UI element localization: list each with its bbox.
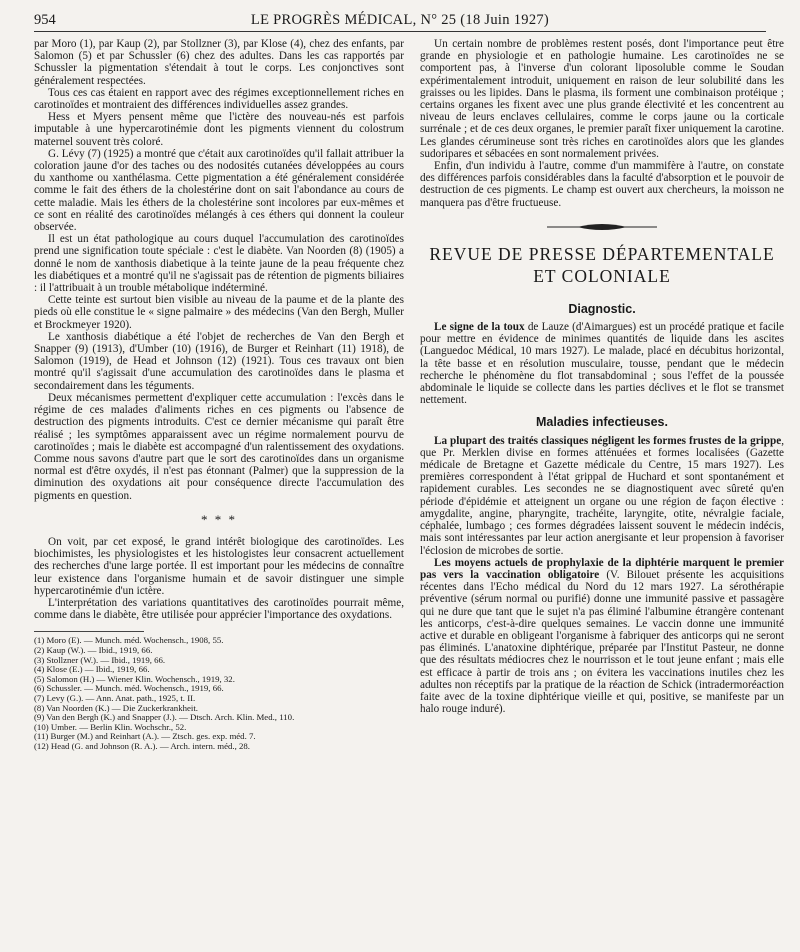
paragraph-body: , que Pr. Merklen divise en formes atténuées et formes localisées (Gazette médicale de Bretagne et Gazette médicale du Centre, 15 mars 1927). Les premières correspondent à l'état grippal de Huchard et sont spontanément et rapidement curables. Les secondes ne se diagnostiquent avec sûreté qu'en période d'épidémie et atteignent un organe ou une région de façon élective : amygdalite, angine, pharyngite, trachéite, laryngite, otite, névralgie faciale, céphalée, lumbago ; ces formes dégradées laissent souvent le médecin indécis, mais sont intéressantes par leur action anergisante et leur propension à favoriser l'éclosion de microbes de sortie. — [420, 434, 784, 557]
section-title-line: REVUE DE PRESSE DÉPARTEMENTALE — [429, 243, 775, 264]
footnote: (7) Levy (G.). — Ann. Anat. path., 1925, t. II. — [34, 693, 196, 703]
paragraph: Le xanthosis diabétique a été l'objet de recherches de Van den Bergh et Snapper (9) (1913), d'Umber (10) (1916), de Burger et Reinhart (11) 1918), de Salomon (1919), de Head et Johnson (12) (1921). Tous ces travaux ont bien montré qu'il s'agissait d'une accumulation des carotinoïdes dans le plasma et secondairement dans les téguments. — [34, 330, 404, 392]
paragraph: L'interprétation des variations quantitatives des carotinoïdes pourrait même, comme dans le diabète, être utilisée pour apprécier l'importance des oxydations. — [34, 596, 404, 622]
paragraph: Hess et Myers pensent même que l'ictère des nouveau-nés est parfois imputable à une hypercarotinémie dont les pigments viennent du colostrum maternel souvent très coloré. — [34, 111, 404, 148]
footnote: (2) Kaup (W.). — Ibid., 1919, 66. — [34, 645, 153, 655]
subsection-heading: Maladies infectieuses. — [535, 415, 668, 430]
footnotes — [34, 636, 404, 751]
paragraph: Enfin, d'un individu à l'autre, comme d'un mammifère à l'autre, on constate des différences parfois considérables dans la faculté d'absorption et le pouvoir de destruction de ces pigments. Le champ est ouvert aux chercheurs, la moisson ne manquera pas d'être fructueuse. — [420, 160, 784, 209]
paragraph: G. Lévy (7) (1925) a montré que c'était aux carotinoïdes qu'il fallait attribuer la coloration jaune d'or des taches ou des nodosités cutanées développées au cours du xanthome ou xanthélasma. Cette pigmentation a été généralement considérée comme le fait des éthers de la cholestérine dont on sait l'abondance au cours de cette maladie. Mais les éthers de la cholestérine sont incolores par eux-mêmes et ce sont en réalité des carotinoïdes mélangés à ces éthers qui donnent la couleur observée. — [34, 147, 404, 234]
lead-phrase: Le signe de la toux — [434, 321, 525, 334]
paragraph: Deux mécanismes permettent d'expliquer cette accumulation : l'excès dans le régime de ces malades d'aliments riches en ces pigments ou l'absence de destruction des pigments introduits. C'est ce dernier mécanisme qui paraît être réalisé ; les symptômes apparaissent avec un régime normalement pourvu de carotinoïdes ; mais le diabète est accompagné d'un ralentissement des oxydations. Comme nous savons d'autre part que le sort des carotinoïdes dans un organisme normal est d'être oxydés, il n'est pas étonnant (Palmer) que la suppression de la diminution des oxydations ait pour conséquence directe l'accumulation des pigments en question. — [34, 391, 404, 502]
footnote: (5) Salomon (H.) — Wiener Klin. Wochensch., 1919, 32. — [34, 674, 235, 684]
footnote: (1) Moro (E). — Munch. méd. Wochensch., 1908, 55. — [34, 636, 224, 646]
paragraph-body: de Lauze (d'Aimargues) est un procédé pratique et facile pour mettre en évidence de minimes quantités de liquide dans les ascites (Languedoc Médical, 10 mars 1927). Le malade, placé en décubitus horizontal, la tête basse et en résolution musculaire, tousse, pendant que le médecin recherche le phénomène du flot transabdominal ; sous l'effet de la poussée abdominale le liquide se collecte dans les parties déclives et le flot se transmet nettement. — [420, 321, 784, 407]
right-column — [420, 38, 784, 715]
footnote: (11) Burger (M.) and Reinhart (A.). — Ztsch. ges. exp. méd. 7. — [34, 732, 256, 742]
page-number: 954 — [34, 12, 56, 28]
paragraph — [420, 435, 784, 557]
journal-title: LE PROGRÈS MÉDICAL, N° 25 (18 Juin 1927) — [250, 12, 550, 28]
lead-phrase: Les moyens actuels de prophylaxie de la diphtérie marquent le premier pas vers la vaccination obligatoire — [420, 556, 784, 581]
footnote: (8) Van Noorden (K.) — Die Zuckerkrankheit. — [34, 703, 198, 713]
section-title — [420, 243, 784, 287]
paragraph-body: (V. Bilouet présente les acquisitions récentes dans l'Echo médical du Nord du 12 mars 1927. La sérothérapie préventive (sérum normal ou purifié) donne une immunité passive et passagère qui ne dure que tant que le sujet n'a pas éliminé l'albumine étrangère contenant les anticorps, c'est-à-dire quelques semaines. Le vaccin donne une immunité active et durable en obligeant l'organisme à fabriquer des anticorps qui ne seront pas éliminés. L'anatoxine diphtérique, préparée par l'Institut Pasteur, ne donne que des résultats médiocres chez le nourrisson et le tout jeune enfant ; mais elle est efficace à partir de trois ans ; on évitera les vaccinations inutiles chez les adultes non réceptifs par la pratique de la réaction de Schick (intradermoréaction faite avec de la toxine diphtérique vieille et qui, positive, se manifeste par un halo rouge induré). — [420, 568, 784, 716]
header-rule — [34, 31, 766, 32]
paragraph: Un certain nombre de problèmes restent posés, dont l'importance peut être grande en physiologie et en pathologie humaine. Les carotinoïdes ne se comportent pas, à l'inverse d'un colorant liposoluble comme le Soudan expérimentalement introduit, uniquement en raison de leur solubilité dans les graisses ou les lipides. Dans le plasma, ils forment une combinaison protéique ; certains organes les fixent avec une plus grande électivité et les concentrent au niveau de leurs enclaves cellulaires, comme le corps jaune ou la corticale surrénale ; et de ces deux organes, le premier paraît fixer uniquement la carotine. Les glandes cérumineuse sont très riches en carotinoïdes alors que les glandes sudoripares et sébacées en sont normalement privées. — [420, 38, 784, 160]
divider-ornament-icon — [547, 221, 657, 233]
paragraph: On voit, par cet exposé, le grand intérêt biologique des carotinoïdes. Les biochimistes, les physiologistes et les histologistes leur consacrent actuellement des recherches d'une large portée. Il est important pour les médecins de connaître leur existence dans l'organisme humain et de savoir distinguer une simple hypercarotinémie d'un ictère. — [34, 535, 404, 597]
paragraph: Il est un état pathologique au cours duquel l'accumulation des carotinoïdes prend une signification toute spéciale : c'est le diabète. Van Noorden (8) (1905) a donné le nom de xanthosis diabetique à la teinte jaune de la peau fréquente chez les diabétiques et a montré qu'il ne s'agissait pas de rétention de pigments biliaires : il l'attribuait à un trouble métabolique indéterminé. — [34, 233, 404, 295]
footnote: (10) Umber. — Berlin Klin. Wochschr., 52. — [34, 722, 187, 732]
subsection-heading: Diagnostic. — [568, 301, 636, 316]
paragraph — [420, 557, 784, 716]
paragraph — [420, 321, 784, 406]
section-separator: * * * — [201, 511, 237, 527]
footnote-rule — [34, 631, 144, 632]
paragraph: par Moro (1), par Kaup (2), par Stollzner (3), par Klose (4), chez des enfants, par Salomon (5) et par Schussler (6) chez des adultes. Dans les cas rapportés par Schussler la pigmentation s'étendait à tout le corps. Les conjonctives sont généralement respectées. — [34, 38, 404, 87]
running-header — [34, 8, 766, 30]
paragraph: Cette teinte est surtout bien visible au niveau de la paume et de la plante des pieds où elle constitue le « signe palmaire » des médecins (Van den Bergh, Muller et Brockmeyer 1920). — [34, 294, 404, 331]
footnote: (12) Head (G. and Johnson (R. A.). — Arch. intern. méd., 28. — [34, 741, 250, 751]
section-title-line: ET COLONIALE — [533, 265, 671, 286]
paragraph: Tous ces cas étaient en rapport avec des régimes exceptionnellement riches en carotinoïdes et montraient des différences individuelles assez grandes. — [34, 86, 404, 112]
footnote: (9) Van den Bergh (K.) and Snapper (J.). — Dtsch. Arch. Klin. Med., 110. — [34, 713, 295, 723]
lead-phrase: La plupart des traités classiques négligent les formes frustes de la grippe — [434, 434, 782, 447]
footnote: (3) Stollzner (W.). — Ibid., 1919, 66. — [34, 655, 166, 665]
left-column — [34, 38, 404, 751]
footnote: (6) Schussler. — Munch. méd. Wochensch., 1919, 66. — [34, 684, 224, 694]
footnote: (4) Klose (E.) — Ibid., 1919, 66. — [34, 665, 150, 675]
ornamental-divider — [420, 221, 784, 233]
